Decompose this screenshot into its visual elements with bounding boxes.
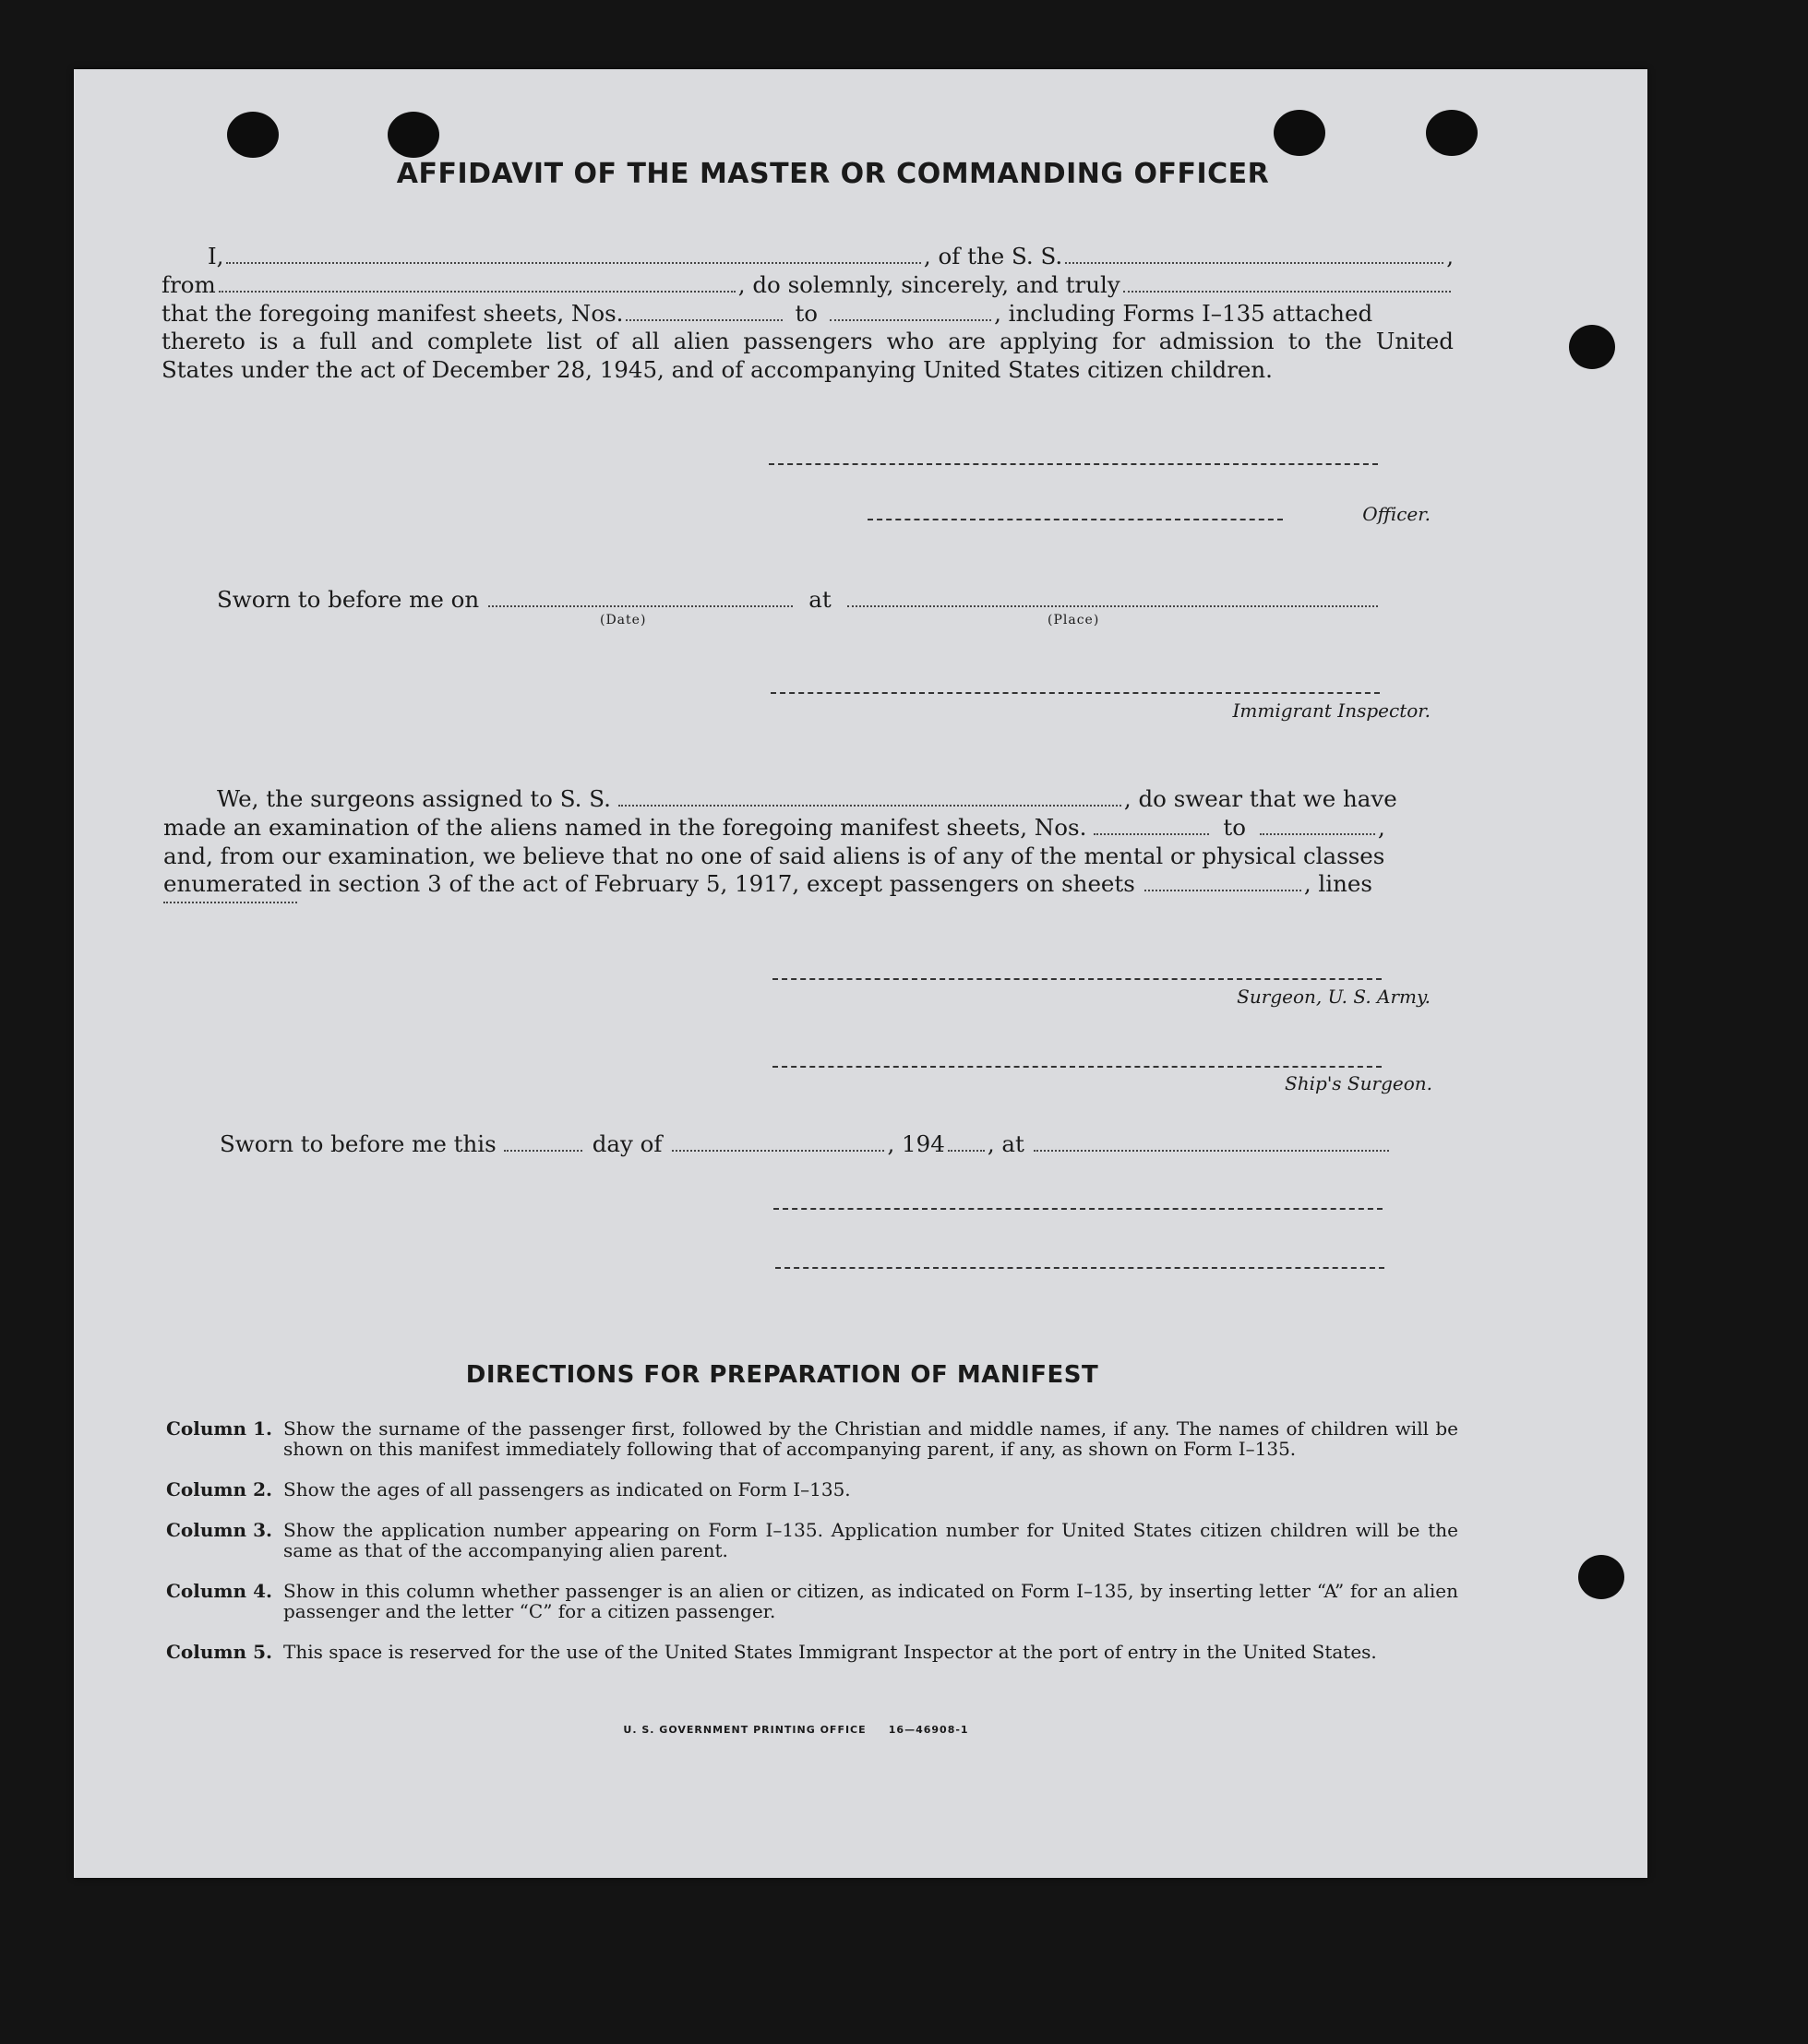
except-sheets-blank[interactable] [1144,889,1301,891]
direction-item: Column 1. Show the surname of the passenger first, followed by the Christian and middle names, if any. The names of children will be shown on this manifest immediately following that of accompanying parent, if any, as shown on Form I–135. [166,1417,1458,1460]
punch-hole [1426,110,1478,156]
direction-item: Column 4. Show in this column whether passenger is an alien or citizen, as indicated on Form I–135, by inserting letter “A” for an alien passenger and the letter “C” for a citizen passenger. [166,1580,1458,1622]
directions-title: DIRECTIONS FOR PREPARATION OF MANIFEST [465,1361,1099,1389]
inspector-signature-line[interactable] [771,692,1380,694]
sheet-from-blank[interactable] [626,318,783,321]
ship-blank[interactable] [1065,261,1443,264]
inspector-label: Immigrant Inspector. [1232,699,1431,722]
officer-label: Officer. [1362,503,1431,525]
sworn-day-row: Sworn to before me this day of , 194 , at [220,1130,1392,1157]
army-surgeon-signature-line[interactable] [772,978,1382,980]
direction-item: Column 5. This space is reserved for the use of the United States Immigrant Inspector at the port of entry in the United States. [166,1641,1377,1663]
ships-surgeon-signature-line[interactable] [772,1066,1382,1068]
place-blank[interactable] [847,604,1378,607]
ships-surgeon-label: Ship's Surgeon. [1285,1072,1432,1094]
direction-item: Column 3. Show the application number appearing on Form I–135. Application number for United States citizen children will be the same as that of the accompanying alien parent. [166,1519,1458,1561]
master-affidavit-paragraph: I, , of the S. S. , from , do solemnly, sincerely, and truly that the foregoing manifest sheets, Nos. to , including Forms I–135 attached thereto is a full and complete list of all alien passengers who are applying for admission to the United States under the act of December 28, 1945, and of accompanying United States citizen children. [162,243,1454,383]
affidavit-title: AFFIDAVIT OF THE MASTER OR COMMANDING OFFICER [396,158,1270,190]
army-surgeon-label: Surgeon, U. S. Army. [1237,986,1431,1008]
oath-blank[interactable] [1123,290,1451,293]
date-caption: (Date) [600,613,647,628]
form-page [74,69,1647,1878]
sheet-to-blank[interactable] [830,318,991,321]
surgeon-sheet-to-blank[interactable] [1260,832,1375,835]
direction-item: Column 2. Show the ages of all passengers as indicated on Form I–135. [166,1478,851,1500]
sworn-place-blank[interactable] [1034,1149,1389,1152]
punch-hole [1569,325,1615,369]
surgeons-paragraph: We, the surgeons assigned to S. S. , do swear that we have made an examination of the aliens named in the foregoing manifest sheets, Nos. to , and, from our examination, we believe that no one of said aliens is of any of the mental or physical classes enumerated in section 3 of the act of February 5, 1917, except passengers on sheets , lines [163,785,1455,903]
place-caption: (Place) [1048,613,1100,628]
surgeon-ship-blank[interactable] [618,804,1121,807]
sworn-date-row: Sworn to before me on at [217,586,1381,613]
month-blank[interactable] [672,1149,884,1152]
officer-signature-line[interactable] [868,519,1283,520]
signature-line[interactable] [773,1208,1383,1210]
punch-hole [1274,110,1325,156]
printing-office-footer: U. S. GOVERNMENT PRINTING OFFICE 16—46908-1 [623,1724,969,1736]
lines-blank[interactable] [163,901,297,903]
punch-hole [1578,1555,1624,1599]
master-signature-line[interactable] [769,463,1378,465]
name-blank[interactable] [226,261,920,264]
date-blank[interactable] [488,604,793,607]
from-blank[interactable] [219,290,736,293]
day-blank[interactable] [504,1149,582,1152]
affidavit-text: thereto is a full and complete list of all alien passengers who are applying for admission to the United States under the act of December 28, 1945, and of accompanying United States citizen children. [162,328,1454,383]
punch-hole [388,112,439,158]
signature-line[interactable] [775,1267,1384,1269]
year-blank[interactable] [948,1149,985,1152]
directions-list [166,1418,1458,1682]
surgeon-sheet-from-blank[interactable] [1094,832,1209,835]
punch-hole [227,112,279,158]
